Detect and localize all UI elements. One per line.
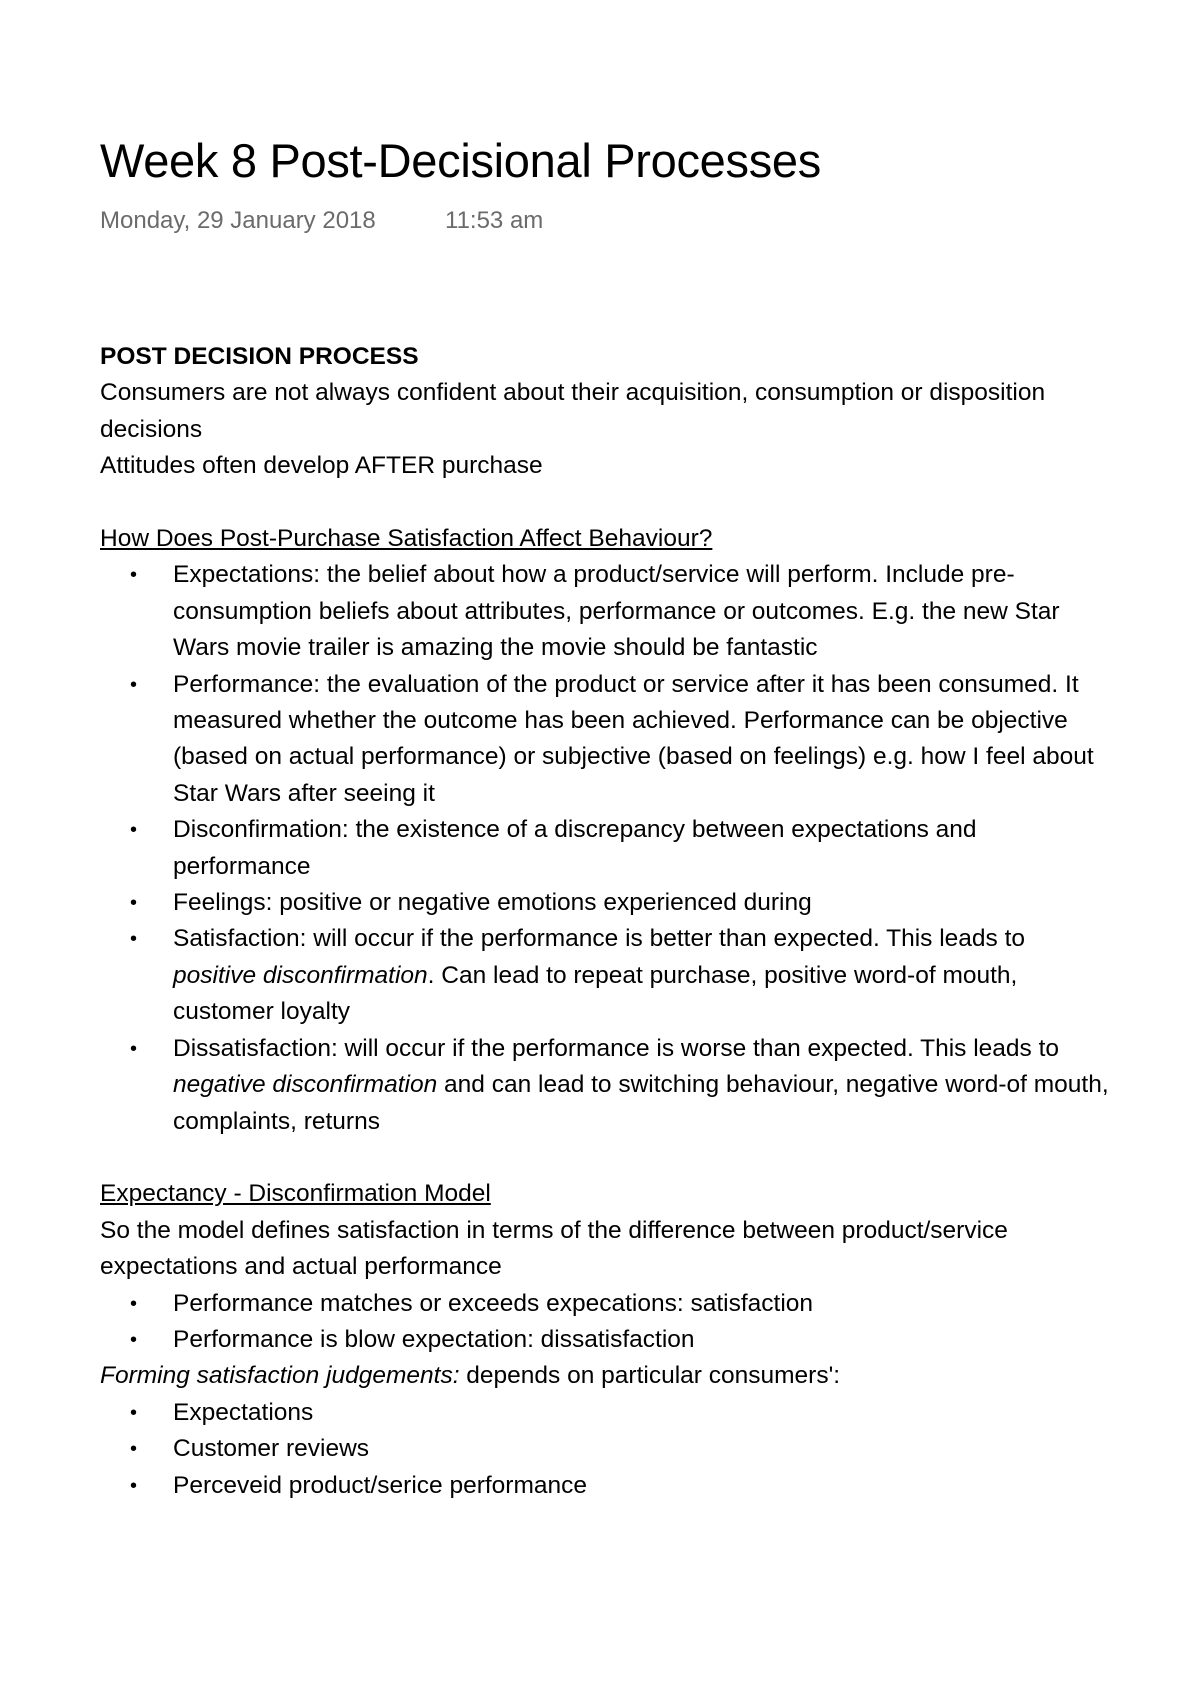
bullet-icon: • bbox=[130, 564, 138, 587]
bullet-icon: • bbox=[130, 1037, 138, 1060]
list-item-text-pre: Satisfaction: will occur if the performance is better than expected. This leads to bbox=[173, 925, 1026, 953]
list-item-emphasis: negative disconfirmation bbox=[173, 1071, 438, 1099]
list-item-text: Performance matches or exceeds expecations: satisfaction bbox=[173, 1289, 814, 1317]
bullet-icon: • bbox=[130, 1292, 138, 1315]
note-body bbox=[100, 339, 1110, 1518]
list-item bbox=[100, 1286, 1113, 1322]
model-list bbox=[100, 1286, 1110, 1359]
list-item-text-post: and can lead to switching behaviour, negative word-of mouth, complaints, returns bbox=[173, 1071, 1109, 1135]
list-item-text: Expectations bbox=[173, 1398, 314, 1426]
paragraph-attitudes: Attitudes often develop AFTER purchase bbox=[100, 452, 543, 480]
list-item bbox=[100, 812, 1113, 885]
bullet-icon: • bbox=[130, 928, 138, 951]
list-item bbox=[100, 1031, 1113, 1140]
list-item-emphasis: positive disconfirmation bbox=[173, 961, 428, 989]
list-item-text: Feelings: positive or negative emotions experienced during bbox=[173, 889, 812, 917]
section-heading-expectancy: Expectancy - Disconfirmation Model bbox=[100, 1180, 491, 1208]
list-item-text-pre: Dissatisfaction: will occur if the performance is worse than expected. This leads to bbox=[173, 1034, 1060, 1062]
judgement-emphasis: Forming satisfaction judgements: bbox=[100, 1362, 460, 1390]
list-item bbox=[100, 921, 1113, 1030]
judgement-list bbox=[100, 1395, 1110, 1504]
spacer bbox=[100, 485, 1110, 521]
list-item-text: Customer reviews bbox=[173, 1435, 370, 1463]
list-item bbox=[100, 885, 1113, 921]
spacer bbox=[100, 1140, 1110, 1176]
list-item bbox=[100, 557, 1113, 666]
list-item-text: Expectations: the belief about how a product/service will perform. Include pre-consumption beliefs about attributes, performance or outcomes. E.g. the new Star Wars movie trailer is amazing the movie should be fantastic bbox=[173, 561, 1060, 662]
page-title: Week 8 Post-Decisional Processes bbox=[100, 134, 821, 187]
judgement-text: depends on particular consumers': bbox=[459, 1362, 841, 1390]
bullet-icon: • bbox=[130, 1401, 138, 1424]
satisfaction-list bbox=[100, 557, 1110, 1140]
list-item-text: Performance: the evaluation of the product or service after it has been consumed. It measured whether the outcome has been achieved. Performance can be objective (based on actual performance) or subjective (based on feelings) e.g. how I feel about Star Wars after seeing it bbox=[173, 670, 1094, 807]
list-item-text: Perceveid product/serice performance bbox=[173, 1471, 587, 1499]
paragraph-judgements bbox=[100, 1358, 1110, 1394]
page-meta bbox=[100, 207, 544, 235]
list-item bbox=[100, 1468, 1113, 1504]
paragraph-consumers: Consumers are not always confident about their acquisition, consumption or disposition decisions bbox=[100, 379, 1046, 443]
bullet-icon: • bbox=[130, 1438, 138, 1461]
bullet-icon: • bbox=[130, 1474, 138, 1497]
list-item bbox=[100, 1322, 1113, 1358]
bullet-icon: • bbox=[130, 673, 138, 696]
list-item bbox=[100, 667, 1113, 813]
section-heading-post-decision: POST DECISION PROCESS bbox=[100, 343, 419, 370]
list-item bbox=[100, 1395, 1113, 1431]
cut-off-line bbox=[100, 1504, 1110, 1518]
list-item-text-post: . Can lead to repeat purchase, positive word-of mouth, customer loyalty bbox=[173, 961, 1018, 1026]
bullet-icon: • bbox=[130, 892, 138, 915]
list-item bbox=[100, 1431, 1113, 1467]
paragraph-model: So the model defines satisfaction in terms of the difference between product/service expectations and actual performance bbox=[100, 1216, 1008, 1281]
page-date: Monday, 29 January 2018 bbox=[100, 207, 376, 234]
section-heading-satisfaction: How Does Post-Purchase Satisfaction Affect Behaviour? bbox=[100, 525, 713, 553]
bullet-icon: • bbox=[130, 819, 138, 842]
list-item-text: Disconfirmation: the existence of a discrepancy between expectations and performance bbox=[173, 816, 977, 880]
page-time: 11:53 am bbox=[445, 207, 544, 234]
bullet-icon: • bbox=[130, 1328, 138, 1351]
list-item-text: Performance is blow expectation: dissatisfaction bbox=[173, 1325, 695, 1353]
